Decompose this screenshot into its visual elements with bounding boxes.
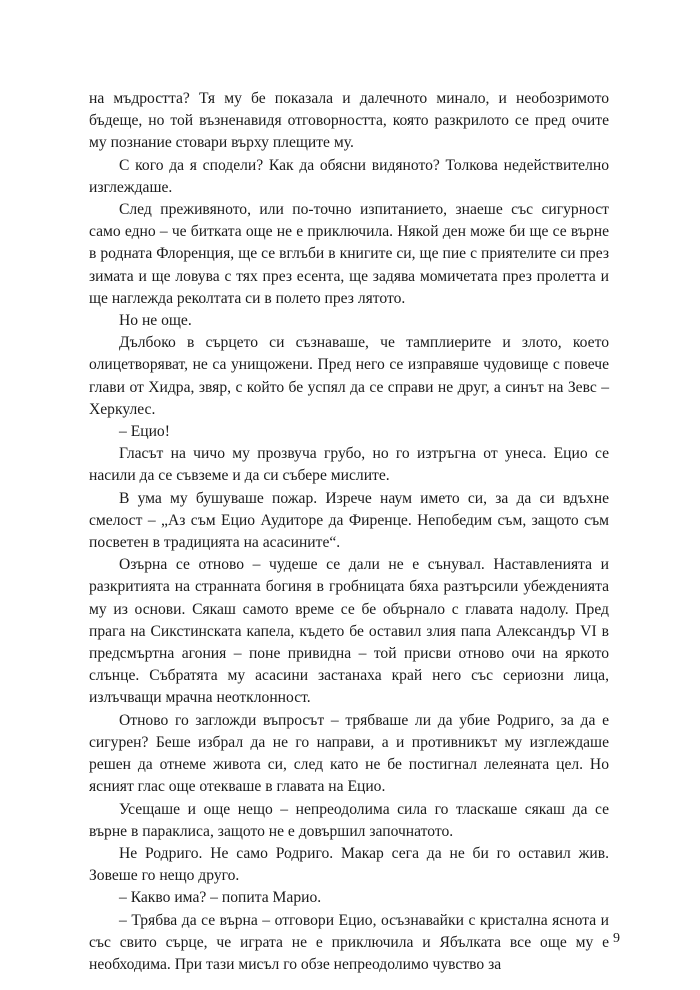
paragraph: Усещаше и още нещо – непреодолима сила го тласкаше сякаш да се върне в параклиса, защото не е довършил започнатото.: [89, 800, 609, 840]
paragraph: В ума му бушуваше пожар. Изрече наум името си, за да си вдъхне смелост – „Аз съм Ецио Аудиторе да Фиренце. Непобедим съм, защото съм посветен в традицията на асасините“.: [89, 489, 609, 552]
paragraph: Гласът на чичо му прозвуча грубо, но го изтръгна от унеса. Ецио се насили да се съвземе и да си събере мислите.: [89, 445, 609, 485]
paragraph: на мъдростта? Тя му бе показала и далечното минало, и необозримото бъдеще, но той възненавидя отговорността, която разкрилото се пред очите му познание стовари върху плещите му.: [89, 90, 609, 152]
paragraph: Озърна се отново – чудеше се дали не е сънувал. Наставленията и разкритията на странната богиня в гробницата бяха разтърсили убежденията му из основи. Сякаш самото време се бе обърнало с главата надолу. Пред прага на Сикстинската капела, където бе оставил злия папа Александър VI в предсмъртна агония – поне привидна – той присви отново очи на яркото слънце. Събратята му асасини застанаха край него със сериозни лица, излъчващи мрачна неотклонност.: [89, 556, 609, 707]
paragraph: – Ецио!: [119, 423, 170, 441]
paragraph: След преживяното, или по-точно изпитанието, знаеше със сигурност само едно – че битката още не е приключила. Някой ден може би ще се върне в родната Флоренция, ще се вглъби в книгите си, ще пие с приятелите си през зимата и ще ловува с тях през есента, ще задява момичетата през пролетта и ще наглежда реколтата си в полето през лятото.: [89, 201, 609, 307]
paragraph: Отново го загложди въпросът – трябваше ли да убие Родриго, за да е сигурен? Беше избрал да не го направи, а и противникът му изглеждаше решен да отнеме живота си, след като не бе постигнал лелеяната цел. Но ясният глас още отекваше в главата на Ецио.: [89, 711, 609, 796]
page-number: 9: [613, 931, 620, 946]
paragraph: – Какво има? – попита Марио.: [119, 889, 322, 907]
paragraph: С кого да я сподели? Как да обясни видяното? Толкова недействително изглеждаше.: [89, 156, 609, 196]
body-text: [89, 88, 609, 976]
paragraph: – Трябва да се върна – отговори Ецио, осъзнавайки с кристална яснота и със свито сърце, че играта не е приключила и Ябълката все още му е необходима. При тази мисъл го обзе непреодолимо чувство за: [89, 911, 609, 973]
paragraph: Не Родриго. Не само Родриго. Макар сега да не би го оставил жив. Зовеше го нещо друго.: [89, 844, 609, 885]
paragraph: Но не още.: [119, 312, 192, 330]
paragraph: Дълбоко в сърцето си съзнаваше, че тамплиерите и злото, което олицетворяват, не са унищожени. Пред него се изправяше чудовище с повече глави от Хидра, звяр, с който бе успял да се справи не друг, а синът на Зевс – Херкулес.: [89, 334, 609, 418]
